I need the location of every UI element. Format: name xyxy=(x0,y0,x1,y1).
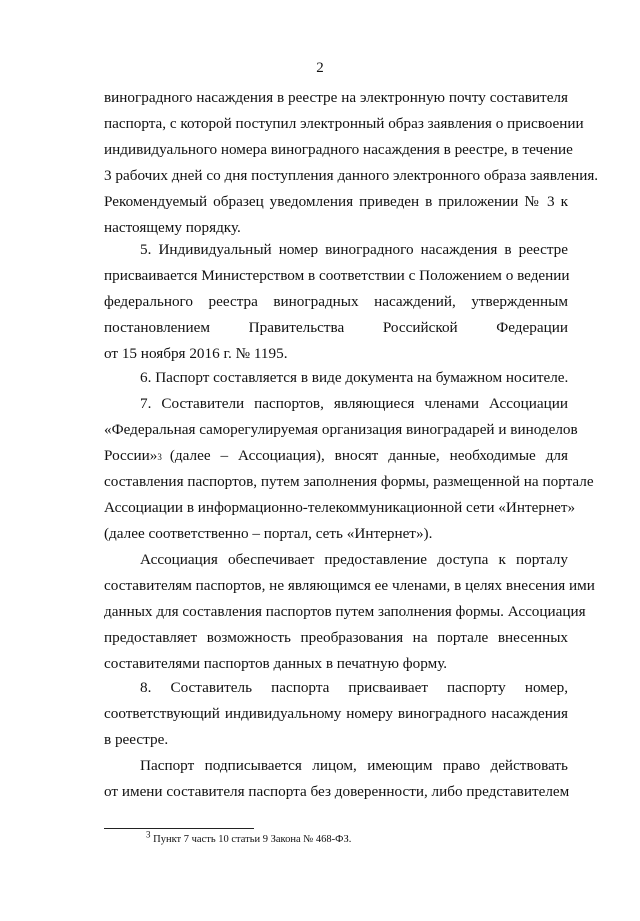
text-line: Ассоциация обеспечивает предоставление доступа к порталу xyxy=(140,551,568,568)
text-line: составления паспортов, путем заполнения формы, размещенной на портале xyxy=(104,473,594,490)
text-fragment: России» xyxy=(104,447,158,464)
text-line: составителями паспортов данных в печатную форму. xyxy=(104,655,448,672)
text-line: Рекомендуемый образец уведомления приведен в приложении № 3 к xyxy=(104,193,568,210)
footnote-marker: 3 xyxy=(146,829,151,840)
text-line: 6. Паспорт составляется в виде документа на бумажном носителе. xyxy=(140,369,569,386)
text-line: (далее соответственно – портал, сеть «Интернет»). xyxy=(104,525,433,542)
text-line: в реестре. xyxy=(104,731,169,748)
text-line: от имени составителя паспорта без доверенности, либо представителем xyxy=(104,783,570,800)
text-line: Паспорт подписывается лицом, имеющим право действовать xyxy=(140,757,568,774)
text-line: федерального реестра виноградных насаждений, утвержденным xyxy=(104,293,568,310)
footnote xyxy=(146,829,352,847)
page-number: 2 xyxy=(316,60,324,76)
text-fragment: (далее – Ассоциация), вносят данные, необходимые для xyxy=(169,447,568,464)
text-line: данных для составления паспортов путем заполнения формы. Ассоциация xyxy=(104,603,586,620)
text-line: 5. Индивидуальный номер виноградного насаждения в реестре xyxy=(140,241,568,258)
text-line: настоящему порядку. xyxy=(104,219,241,236)
text-line: 3 рабочих дней со дня поступления данного электронного образа заявления. xyxy=(104,167,599,184)
footnote-divider xyxy=(104,828,254,829)
text-line: присваивается Министерством в соответствии с Положением о ведении xyxy=(104,267,570,284)
text-line: виноградного насаждения в реестре на электронную почту составителя xyxy=(104,89,568,106)
footnote-text: Пункт 7 часть 10 статьи 9 Закона № 468-ФЗ. xyxy=(153,834,352,845)
text-line: предоставляет возможность преобразования на портале внесенных xyxy=(104,629,568,646)
text-line: от 15 ноября 2016 г. № 1195. xyxy=(104,345,288,362)
text-line: «Федеральная саморегулируемая организация виноградарей и виноделов xyxy=(104,421,578,438)
text-line: 7. Составители паспортов, являющиеся членами Ассоциации xyxy=(140,395,568,412)
text-line: 8. Составитель паспорта присваивает паспорту номер, xyxy=(140,679,568,696)
text-line: индивидуального номера виноградного насаждения в реестре, в течение xyxy=(104,141,573,158)
text-line: постановлением Правительства Российской Федерации xyxy=(104,319,568,336)
text-line: России» 3 (далее – Ассоциация), вносят данные, необходимые для xyxy=(104,447,568,464)
text-line: паспорта, с которой поступил электронный образ заявления о присвоении xyxy=(104,115,584,132)
text-line: соответствующий индивидуальному номеру виноградного насаждения xyxy=(104,705,568,722)
text-line: составителям паспортов, не являющимся ее членами, в целях внесения ими xyxy=(104,577,595,594)
text-line: Ассоциации в информационно-телекоммуникационной сети «Интернет» xyxy=(104,499,576,516)
